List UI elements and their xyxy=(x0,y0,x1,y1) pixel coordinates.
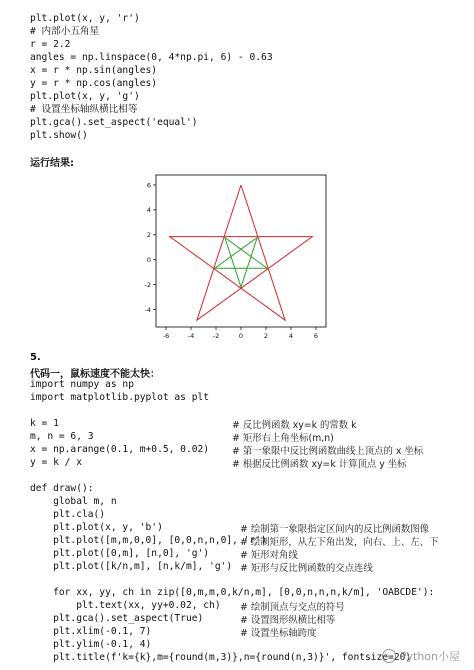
code-line: m, n = 6, 3 xyxy=(30,431,94,442)
code-line: plt.show() xyxy=(30,130,88,141)
code-line: k = 1 xyxy=(30,418,59,429)
code-line: x = r * np.sin(angles) xyxy=(30,65,158,76)
code-comment: # 反比例函数 xy=k 的常数 k xyxy=(232,420,357,431)
code-comment: # 矩形与反比例函数的交点连线 xyxy=(240,563,373,574)
code-line: plt.plot([0,m], [n,0], 'g') xyxy=(30,548,210,559)
code-line: # 内部小五角星 xyxy=(30,26,100,37)
code-line: plt.plot(x, y, 'g') xyxy=(30,91,140,102)
y-tick-label: 2 xyxy=(146,231,151,240)
x-tick-label: -4 xyxy=(187,332,195,340)
code-line: global m, n xyxy=(30,496,117,507)
x-tick-label: 2 xyxy=(263,332,269,340)
wechat-logo-icon xyxy=(382,649,396,663)
x-tick-label: 0 xyxy=(238,332,244,340)
outer-star-line xyxy=(170,185,313,320)
code-line: # 设置坐标轴纵横比相等 xyxy=(30,104,138,115)
code-comment: # 设置图形纵横比相等 xyxy=(240,615,336,626)
code-comment: # 矩形右上角坐标(m,n) xyxy=(232,433,334,444)
code-line: import numpy as np xyxy=(30,379,134,390)
y-tick-label: 4 xyxy=(146,206,151,215)
code-line: x = np.arange(0.1, m+0.5, 0.02) xyxy=(30,444,210,455)
code-line: plt.xlim(-0.1, 7) xyxy=(30,626,152,637)
code-line: r = 2.2 xyxy=(30,39,71,50)
code-line: def draw(): xyxy=(30,483,94,494)
code-line: plt.text(xx, yy+0.02, ch) xyxy=(30,600,221,611)
y-tick-label: 0 xyxy=(146,256,151,265)
code-line: y = r * np.cos(angles) xyxy=(30,78,158,89)
y-tick-label: 6 xyxy=(146,181,151,190)
code-line: plt.gca().set_aspect(True) xyxy=(30,613,204,624)
star-chart xyxy=(140,172,332,352)
code-comment: # 绘制顶点与交点的符号 xyxy=(240,602,345,613)
code-line: plt.plot([m,m,0,0], [0,0,n,n,0], 'r') xyxy=(30,535,267,546)
y-tick-label: -2 xyxy=(144,280,151,289)
y-tick-label: -4 xyxy=(144,305,151,314)
result-label: 运行结果: xyxy=(30,158,74,169)
code-comment: # 根据反比例函数 xy=k 计算顶点 y 坐标 xyxy=(232,459,407,470)
code-line: plt.title(f'k={k},m={round(m,3)},n={round(n,3)}', fontsize=20) xyxy=(30,652,412,663)
code-line: plt.ylim(-0.1, 4) xyxy=(30,639,152,650)
code-comment: # 矩形对角线 xyxy=(240,550,298,561)
section-title: 代码一，鼠标速度不能太快： xyxy=(30,369,160,380)
code-line xyxy=(30,404,434,417)
x-tick-label: -2 xyxy=(212,332,220,340)
code-line: angles = np.linspace(0, 4*np.pi, 6) - 0.63 xyxy=(30,52,273,63)
watermark xyxy=(382,648,460,664)
inner-star-line xyxy=(215,238,267,288)
code-line: y = k / x xyxy=(30,457,82,468)
code-comment: # 绘制第一象限指定区间内的反比例函数图像 xyxy=(240,524,429,535)
code-line xyxy=(30,469,434,482)
section-number: 5. xyxy=(30,352,41,363)
code-comment: # 第一象限中反比例函数曲线上顶点的 x 坐标 xyxy=(232,446,424,457)
code-comment: # 设置坐标轴跨度 xyxy=(240,628,317,639)
code-line: import matplotlib.pyplot as plt xyxy=(30,392,210,403)
code-block-top xyxy=(30,12,273,142)
x-tick-label: 4 xyxy=(288,332,294,340)
code-line: plt.plot([k/n,m], [n,k/m], 'g') xyxy=(30,561,233,572)
x-tick-label: 6 xyxy=(313,332,319,340)
plot-frame xyxy=(156,175,326,327)
watermark-text: Python小屋 xyxy=(399,650,460,663)
code-line xyxy=(30,573,434,586)
code-line: for xx, yy, ch in zip([0,m,m,0,k/n,m], [0,0,n,n,n,k/m], 'OABCDE'): xyxy=(30,587,435,598)
code-line: plt.gca().set_aspect('equal') xyxy=(30,117,198,128)
code-line: plt.plot(x, y, 'b') xyxy=(30,522,163,533)
code-comment: # 绘制矩形，从左下角出发，向右、上、左、下 xyxy=(240,537,439,548)
code-line: plt.plot(x, y, 'r') xyxy=(30,13,140,24)
x-tick-label: -6 xyxy=(162,332,170,340)
code-line: plt.cla() xyxy=(30,509,106,520)
